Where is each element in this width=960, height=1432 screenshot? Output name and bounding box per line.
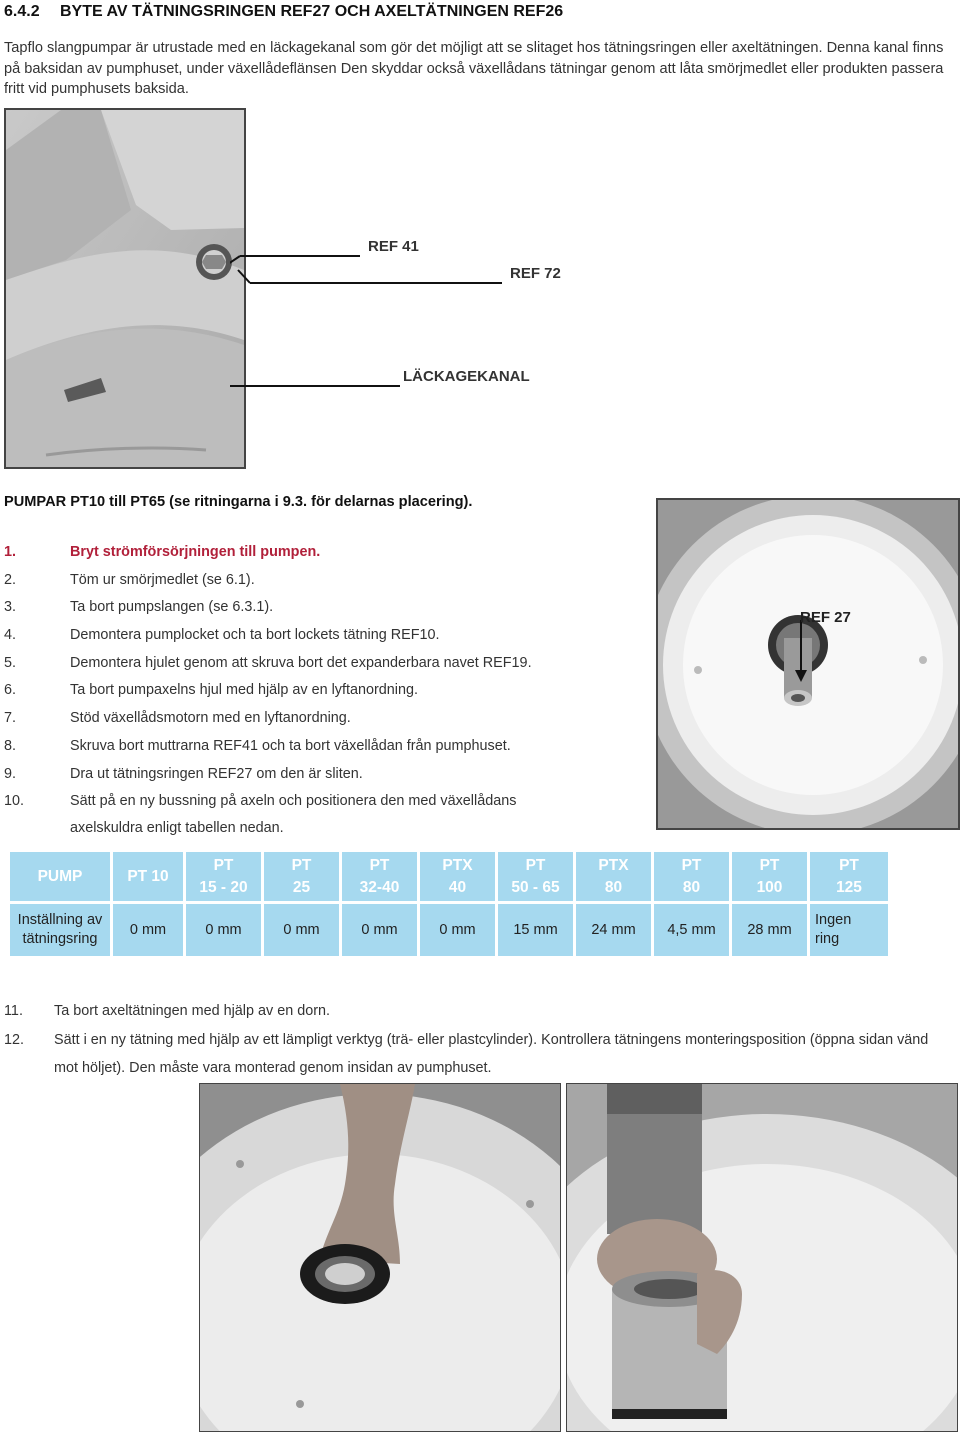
step-number: 6. <box>4 682 17 699</box>
seal-ring-illustration <box>658 500 958 828</box>
step-4 <box>4 624 624 652</box>
step-9 <box>4 763 624 791</box>
header-line1: PTX <box>598 856 629 874</box>
table-header-row <box>10 852 888 901</box>
step-text: Ta bort axeltätningen med hjälp av en dorn. <box>54 1003 330 1019</box>
table-value-row <box>10 904 888 956</box>
header-line2: 80 <box>604 878 623 896</box>
step-number: 12. <box>4 1031 25 1048</box>
header-cell <box>498 852 573 901</box>
step-number: 1. <box>4 544 17 560</box>
step-3 <box>4 596 624 624</box>
section-title: BYTE AV TÄTNINGSRINGEN REF27 OCH AXELTÄTNINGEN REF26 <box>60 3 564 20</box>
header-line2: 80 <box>682 878 701 896</box>
step-number: 9. <box>4 765 17 782</box>
leakage-channel-illustration <box>6 110 244 467</box>
step-12 <box>4 1026 944 1083</box>
header-line2: 100 <box>756 878 783 896</box>
header-line1: PT <box>525 856 546 874</box>
header-line2: 50 - 65 <box>511 878 560 896</box>
step-number: 3. <box>4 599 17 616</box>
step-text: Stöd växellådsmotorn med en lyftanordning. <box>70 710 351 727</box>
label-ref27: REF 27 <box>800 609 851 626</box>
header-line2: 40 <box>448 878 467 896</box>
value-cell: 4,5 mm <box>654 904 729 956</box>
seal-press-photo <box>566 1083 958 1432</box>
step-number: 4. <box>4 627 17 644</box>
step-text: Demontera pumplocket och ta bort lockets tätning REF10. <box>70 627 440 644</box>
label-ref72: REF 72 <box>510 265 561 282</box>
header-line2: 15 - 20 <box>199 878 248 896</box>
header-line1: PT <box>839 856 859 874</box>
step-text: Sätt på en ny bussning på axeln och positionera den med växellådans <box>70 793 517 810</box>
step-text: Dra ut tätningsringen REF27 om den är sliten. <box>70 765 363 782</box>
step-text: Bryt strömförsörjningen till pumpen. <box>70 544 321 560</box>
header-line1: PT <box>291 856 312 874</box>
value-cell: 28 mm <box>732 904 807 956</box>
header-cell <box>732 852 807 901</box>
header-line1: PTX <box>442 856 473 874</box>
header-cell <box>654 852 729 901</box>
steps-list-2 <box>4 997 944 1083</box>
header-line1: PT 10 <box>127 867 169 885</box>
step-10 <box>4 790 624 837</box>
seal-setting-table <box>7 849 891 959</box>
step-text: Ta bort pumpslangen (se 6.3.1). <box>70 599 274 616</box>
value-cell: 0 mm <box>186 904 261 956</box>
header-cell <box>420 852 495 901</box>
value-cell: 24 mm <box>576 904 651 956</box>
seal-ring-photo <box>656 498 960 830</box>
step-text-continued: axelskuldra enligt tabellen nedan. <box>70 820 284 837</box>
header-line1: PT <box>369 856 390 874</box>
section-heading <box>4 3 563 21</box>
header-cell <box>113 852 183 901</box>
value-cell: 15 mm <box>498 904 573 956</box>
step-8 <box>4 735 624 763</box>
leakage-channel-photo <box>4 108 246 469</box>
seal-insertion-photo <box>199 1083 561 1432</box>
header-cell <box>810 852 888 901</box>
value-cell: 0 mm <box>420 904 495 956</box>
section-number: 6.4.2 <box>4 3 40 20</box>
header-cell <box>186 852 261 901</box>
step-number: 2. <box>4 571 17 588</box>
header-line2: 125 <box>836 878 862 896</box>
value-cell-last <box>810 904 888 956</box>
last-line1: Ingen <box>815 912 852 928</box>
header-cell <box>264 852 339 901</box>
intro-paragraph: Tapflo slangpumpar är utrustade med en läckagekanal som gör det möjligt att se slitaget hos tätningsringen eller axeltätningen. Denna kanal finns på baksidan av pumphuset, under växellådeflänsen Den skyddar också växellådans tätningar genom att låta smörjmedlet eller produkten passera fritt vid pumphusets baksida. <box>4 40 944 97</box>
pumpar-heading: PUMPAR PT10 till PT65 (se ritningarna i 9.3. för delarnas placering). <box>4 494 473 510</box>
step-1 <box>4 541 624 569</box>
header-pump: PUMP <box>10 852 110 901</box>
value-cell: 0 mm <box>113 904 183 956</box>
row-label-line1: Inställning av <box>17 912 103 928</box>
label-ref41: REF 41 <box>368 238 419 255</box>
step-text: Skruva bort muttrarna REF41 och ta bort växellådan från pumphuset. <box>70 737 511 754</box>
last-line2: ring <box>815 931 840 947</box>
header-line2: 32-40 <box>359 878 400 896</box>
header-line2: 25 <box>292 878 311 896</box>
step-5 <box>4 652 624 680</box>
row-label <box>10 904 110 956</box>
header-cell <box>576 852 651 901</box>
step-number: 5. <box>4 654 17 671</box>
value-cell: 0 mm <box>342 904 417 956</box>
step-number: 8. <box>4 737 17 754</box>
step-text: Ta bort pumpaxelns hjul med hjälp av en lyftanordning. <box>70 682 418 699</box>
row-label-line2: tätningsring <box>22 931 98 947</box>
label-leakage-channel: LÄCKAGEKANAL <box>403 368 530 385</box>
step-number: 10. <box>4 793 25 810</box>
step-number: 11. <box>4 1003 23 1019</box>
step-text: Demontera hjulet genom att skruva bort det expanderbara navet REF19. <box>70 654 532 671</box>
step-2 <box>4 569 624 597</box>
seal-insertion-illustration <box>200 1084 560 1431</box>
header-line1: PT <box>213 856 234 874</box>
step-11 <box>4 997 944 1026</box>
step-6 <box>4 679 624 707</box>
step-7 <box>4 707 624 735</box>
seal-press-illustration <box>567 1084 957 1431</box>
value-cell: 0 mm <box>264 904 339 956</box>
header-line1: PT <box>759 856 780 874</box>
step-number: 7. <box>4 710 17 727</box>
header-cell <box>342 852 417 901</box>
steps-list <box>4 541 624 837</box>
step-text: Töm ur smörjmedlet (se 6.1). <box>70 571 255 588</box>
header-line1: PT <box>681 856 702 874</box>
step-text: Sätt i en ny tätning med hjälp av ett lämpligt verktyg (trä- eller plastcylinder). Kontrollera tätningens monteringsposition (öppna sidan vänd mot höljet). Den måste vara monterad genom insidan av pumphuset. <box>54 1031 929 1076</box>
